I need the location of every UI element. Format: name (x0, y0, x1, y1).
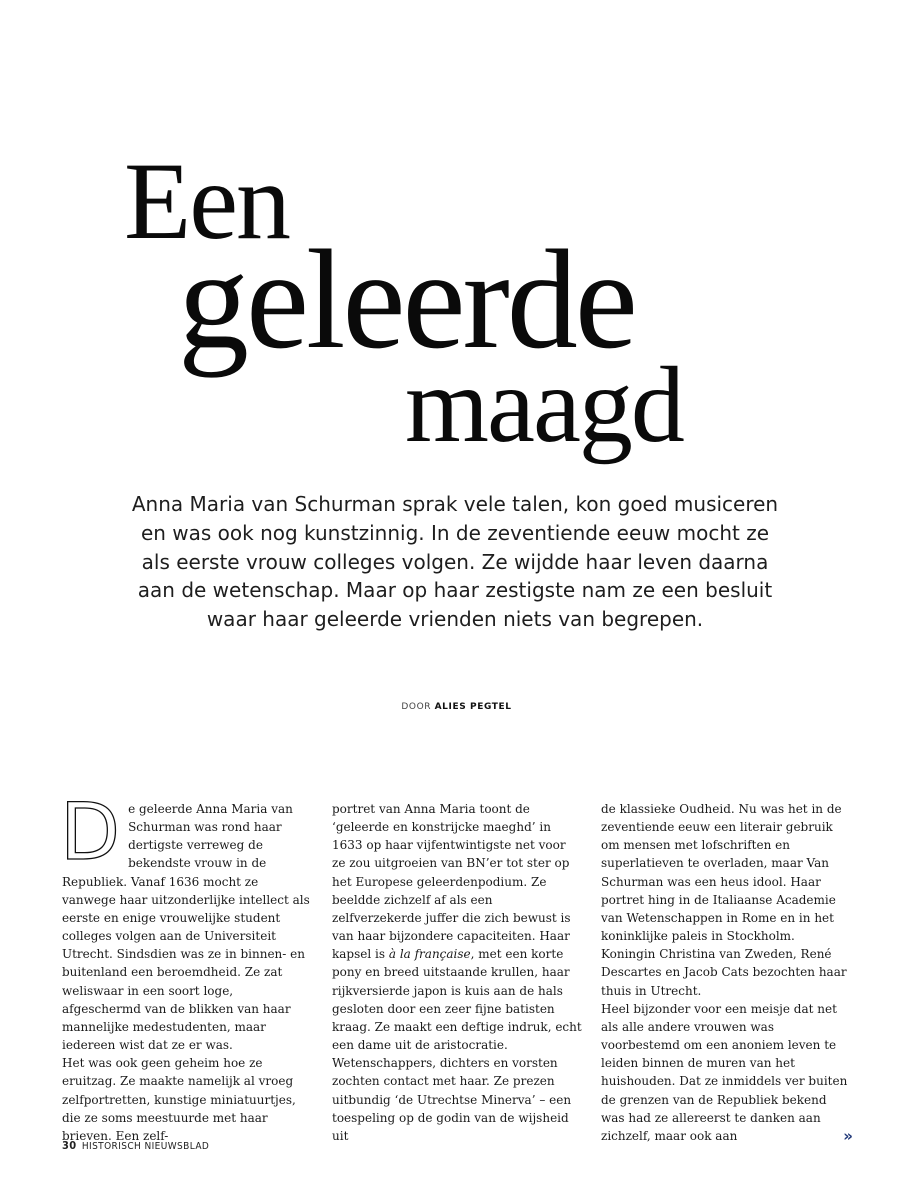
body-paragraph: Heel bijzonder voor een meisje dat net als alle andere vrouwen was voorbestemd om een anoniem leven te leiden binnen de muren van het huishouden. Dat ze inmiddels ver buiten de grenzen van de Republiek bekend was had ze allereerst te danken aan zichzelf, maar ook aan (601, 1001, 848, 1143)
continue-arrow-icon: » (843, 1126, 853, 1145)
drop-cap: D (60, 788, 121, 878)
title-line-een: Een (124, 140, 290, 262)
body-paragraph (332, 800, 582, 1145)
body-paragraph: Het was ook geen geheim hoe ze eruitzag. Ze maakte namelijk al vroeg zelfportretten, kunstige miniatuurtjes, die ze soms meestuurde met haar brieven. Een zelf- (62, 1056, 296, 1143)
body-column-1 (60, 788, 314, 1145)
byline-prefix: DOOR (401, 702, 432, 712)
page-footer (62, 1139, 209, 1152)
title-line-geleerde: geleerde (178, 220, 635, 378)
byline-author: ALIES PEGTEL (434, 702, 512, 712)
body-paragraph: e geleerde Anna Maria van Schurman was rond haar dertigste verreweg de bekendste vrouw in de Republiek. Vanaf 1636 mocht ze vanwege haar uitzonderlijke intellect als eerste en enige vrouwelijke student colleges volgen aan de Universiteit Utrecht. Sindsdien was ze in binnen- en buitenland een beroemdheid. Ze zat weliswaar in een soort loge, afgeschermd van de blikken van haar mannelijke medestudenten, maar iedereen wist dat ze er was. (62, 802, 310, 1053)
body-text-italic: à la française (388, 947, 471, 962)
intro-paragraph: Anna Maria van Schurman sprak vele talen, kon goed musiceren en was ook nog kunstzinnig. In de zeventiende eeuw mocht ze als eerste vrouw colleges volgen. Ze wijdde haar leven daarna aan de wetenschap. Maar op haar zestigste nam ze een besluit waar haar geleerde vrienden niets van begrepen. (131, 492, 779, 632)
body-text: portret van Anna Maria toont de ‘geleerde en konstrijcke maeghd’ in 1633 op haar vijfentwintigste net voor ze zou uitgroeien van BN’er tot ster op het Europese geleerdenpodium. Ze beeldde zichzelf af als een zelfverzekerde juffer die zich bewust is van haar bijzondere capaciteiten. Haar kapsel is (332, 802, 571, 962)
byline (0, 702, 913, 712)
body-column-3 (601, 800, 853, 1145)
page-number: 30 (62, 1139, 77, 1152)
body-paragraph: de klassieke Oudheid. Nu was het in de zeventiende eeuw een literair gebruik om mensen met lofschriften en superlatieven te overladen, maar Van Schurman was een heus idool. Haar portret hing in de Italiaanse Academie van Wetenschappen in Rome en in het koninklijke paleis in Stockholm. Koningin Christina van Zweden, René Descartes en Jacob Cats bezochten haar thuis in Utrecht. (601, 802, 847, 998)
publication-name: HISTORISCH NIEUWSBLAD (81, 1141, 210, 1152)
body-text: , met een korte pony en breed uitstaande krullen, haar rijkversierde japon is kuis aan de hals gesloten door een zeer fijne batisten kraag. Ze maakt een deftige indruk, echt een dame uit de aristocratie. Wetenschappers, dichters en vorsten zochten contact met haar. Ze prezen uitbundig ‘de Utrechtse Minerva’ – een toespeling op de godin van de wijsheid uit (332, 947, 582, 1143)
body-column-2 (332, 800, 582, 1145)
title-line-maagd: maagd (405, 346, 683, 465)
